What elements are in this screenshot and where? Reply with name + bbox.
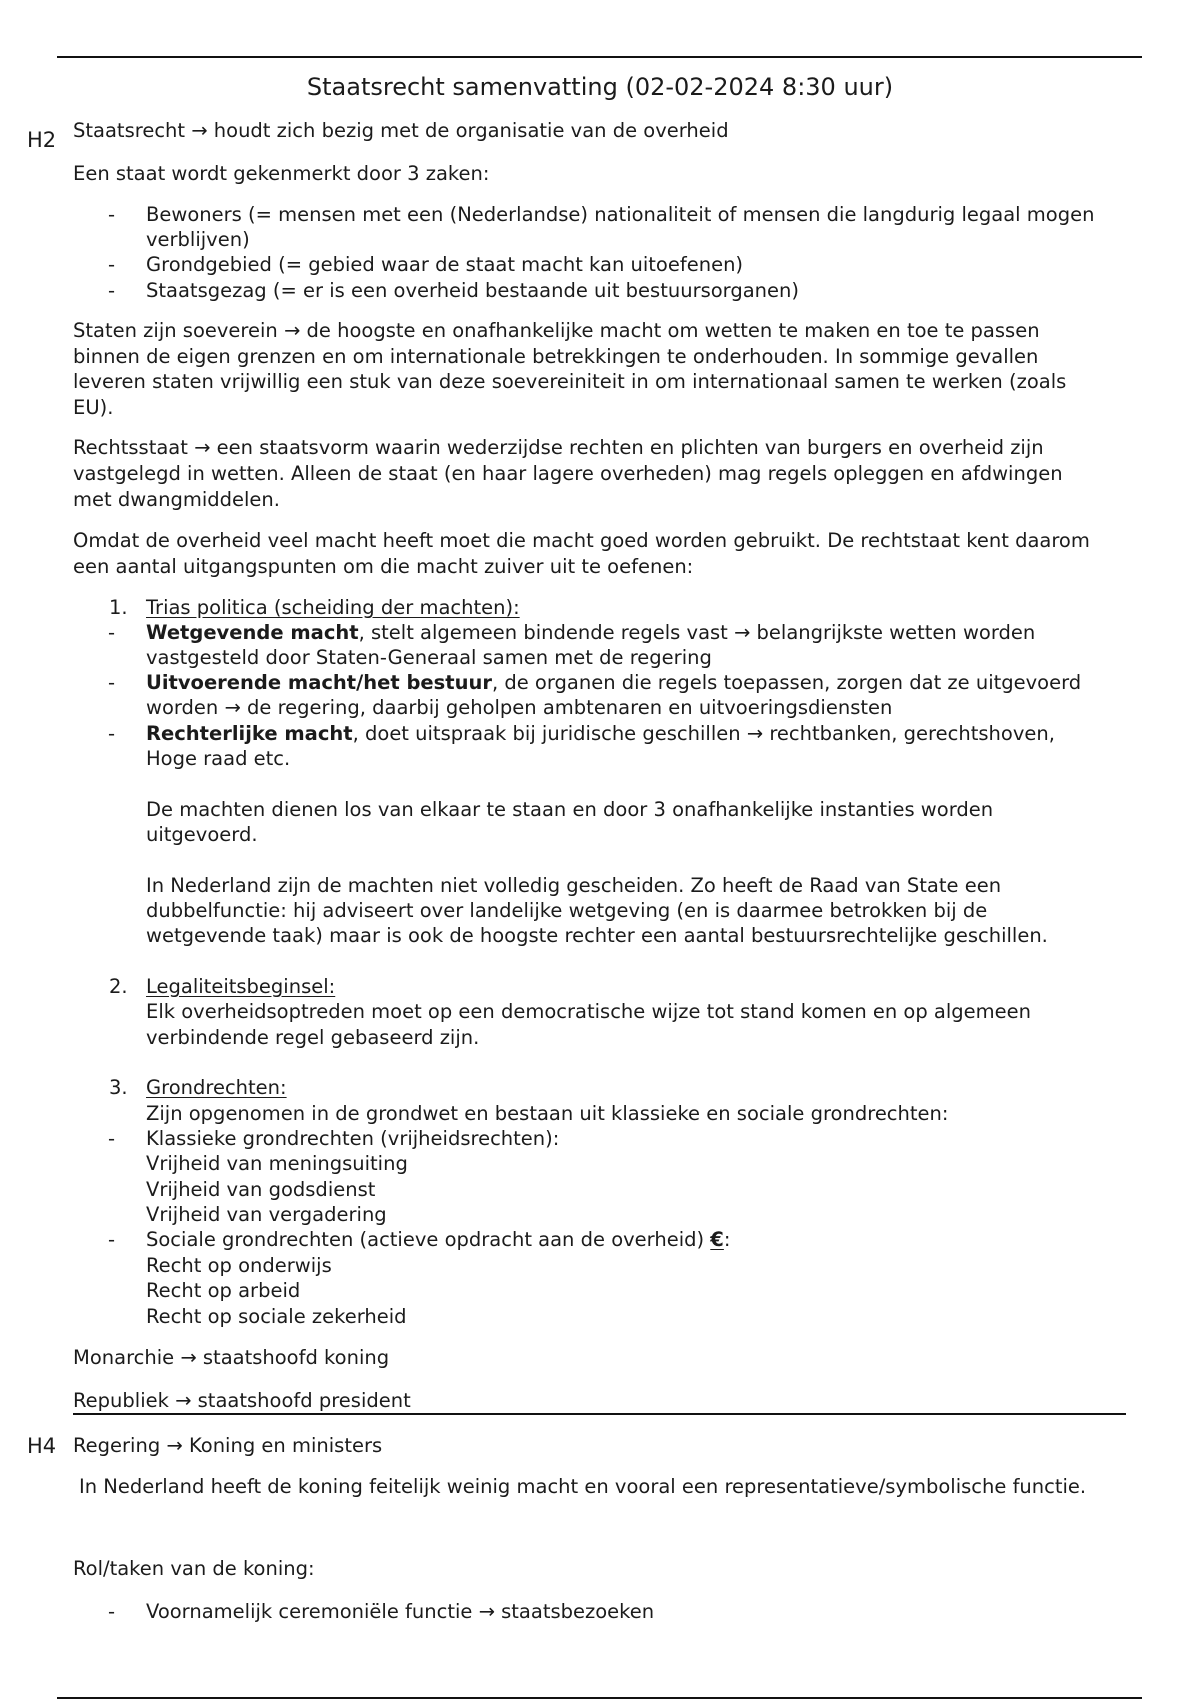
- wetgevend-line: [146, 620, 1035, 645]
- staat-item-1: Bewoners (= mensen met een (Nederlandse) nationaliteit of mensen die langdurig legaal mogen: [146, 203, 1095, 226]
- bullet: -: [108, 1600, 116, 1623]
- uitvoerend-cont: worden → de regering, daarbij geholpen ambtenaren en uitvoeringsdiensten: [146, 696, 893, 719]
- rechtsstaat-line: Rechtsstaat → een staatsvorm waarin wederzijdse rechten en plichten van burgers en overheid zijn: [73, 436, 1044, 459]
- soeverein-line: leveren staten vrijwillig een stuk van deze soevereiniteit in om internationaal samen te werken (zoals: [73, 370, 1067, 393]
- staat-item-1-cont: verblijven): [146, 228, 250, 251]
- bottom-rule: [57, 1697, 1142, 1699]
- klassiek-item: Vrijheid van godsdienst: [146, 1178, 376, 1201]
- soeverein-line: EU).: [73, 396, 114, 419]
- rechterlijk-cont: Hoge raad etc.: [146, 747, 291, 770]
- legaliteit-line: verbindende regel gebaseerd zijn.: [146, 1026, 480, 1049]
- bullet: -: [108, 722, 116, 745]
- soeverein-line: Staten zijn soeverein → de hoogste en onafhankelijke macht om wetten te maken en toe te passen: [73, 319, 1040, 342]
- trias-p1-line: uitgevoerd.: [146, 823, 258, 846]
- grondrechten-intro: Zijn opgenomen in de grondwet en bestaan uit klassieke en sociale grondrechten:: [146, 1102, 949, 1125]
- staat-item-3: Staatsgezag (= er is een overheid bestaande uit bestuursorganen): [146, 279, 800, 302]
- klassiek-heading: Klassieke grondrechten (vrijheidsrechten):: [146, 1127, 560, 1150]
- staat-intro: Een staat wordt gekenmerkt door 3 zaken:: [73, 162, 490, 185]
- bullet: -: [108, 1127, 116, 1150]
- monarchie-line: Monarchie → staatshoofd koning: [73, 1346, 390, 1369]
- rol-heading: Rol/taken van de koning:: [73, 1557, 315, 1580]
- uitvoerend-term: Uitvoerende macht/het bestuur: [146, 671, 492, 694]
- sociaal-item: Recht op arbeid: [146, 1279, 301, 1302]
- section-marker-h4: H4: [27, 1434, 57, 1458]
- section-marker-h2: H2: [27, 128, 57, 152]
- trias-p2-line: dubbelfunctie: hij adviseert over landelijke wetgeving (en is daarmee betrokken bij de: [146, 899, 988, 922]
- sociaal-item: Recht op onderwijs: [146, 1254, 332, 1277]
- staat-item-2: Grondgebied (= gebied waar de staat macht kan uitoefenen): [146, 253, 744, 276]
- bullet: -: [108, 253, 116, 276]
- trias-p1-line: De machten dienen los van elkaar te staan en door 3 onafhankelijke instanties worden: [146, 798, 994, 821]
- list-number: 3.: [109, 1076, 128, 1099]
- koning-macht-line: In Nederland heeft de koning feitelijk weinig macht en vooral een representatieve/symbolische functie.: [79, 1475, 1087, 1498]
- sociaal-heading-line: [146, 1227, 730, 1252]
- trias-p2-line: In Nederland zijn de machten niet volledig gescheiden. Zo heeft de Raad van State een: [146, 874, 1002, 897]
- rechtsstaat-line: vastgelegd in wetten. Alleen de staat (en haar lagere overheden) mag regels opleggen en afdwingen: [73, 462, 1063, 485]
- grondrechten-heading: Grondrechten:: [146, 1076, 287, 1099]
- omdat-line: een aantal uitgangspunten om die macht zuiver uit te oefenen:: [73, 555, 694, 578]
- republiek-line: Republiek → staatshoofd president: [73, 1389, 411, 1412]
- wetgevend-cont: vastgesteld door Staten-Generaal samen met de regering: [146, 646, 712, 669]
- bullet: -: [108, 671, 116, 694]
- uitvoerend-text: , de organen die regels toepassen, zorgen dat ze uitgevoerd: [491, 671, 1082, 694]
- h2-intro: Staatsrecht → houdt zich bezig met de organisatie van de overheid: [73, 119, 729, 142]
- section-divider: [73, 1413, 1126, 1415]
- klassiek-item: Vrijheid van vergadering: [146, 1203, 387, 1226]
- bullet: -: [108, 279, 116, 302]
- sociaal-colon: :: [723, 1228, 731, 1251]
- omdat-line: Omdat de overheid veel macht heeft moet die macht goed worden gebruikt. De rechtstaat kent daarom: [73, 529, 1090, 552]
- sociaal-item: Recht op sociale zekerheid: [146, 1305, 407, 1328]
- wetgevend-text: , stelt algemeen bindende regels vast → belangrijkste wetten worden: [358, 621, 1036, 644]
- trias-p2-line: wetgevende taak) maar is ook de hoogste rechter een aantal bestuursrechtelijke geschillen.: [146, 924, 1048, 947]
- wetgevend-term: Wetgevende macht: [146, 621, 359, 644]
- legaliteit-heading: Legaliteitsbeginsel:: [146, 975, 336, 998]
- rol-item: Voornamelijk ceremoniële functie → staatsbezoeken: [146, 1600, 655, 1623]
- list-number: 2.: [109, 975, 128, 998]
- rechtsstaat-line: met dwangmiddelen.: [73, 488, 280, 511]
- klassiek-item: Vrijheid van meningsuiting: [146, 1152, 408, 1175]
- rechterlijk-text: , doet uitspraak bij juridische geschillen → rechtbanken, gerechtshoven,: [352, 722, 1055, 745]
- rechterlijk-term: Rechterlijke macht: [146, 722, 353, 745]
- top-rule: [57, 56, 1142, 58]
- trias-heading: Trias politica (scheiding der machten):: [146, 596, 520, 619]
- sociaal-heading: Sociale grondrechten (actieve opdracht aan de overheid): [146, 1228, 711, 1251]
- bullet: -: [108, 203, 116, 226]
- euro-symbol: €: [710, 1228, 724, 1251]
- page-title: Staatsrecht samenvatting (02-02-2024 8:30 uur): [306, 73, 894, 101]
- rechterlijk-line: [146, 721, 1055, 746]
- regering-line: Regering → Koning en ministers: [73, 1434, 383, 1457]
- soeverein-line: binnen de eigen grenzen en om internationale betrekkingen te onderhouden. In sommige gevallen: [73, 345, 1039, 368]
- uitvoerend-line: [146, 670, 1081, 695]
- bullet: -: [108, 1228, 116, 1251]
- list-number: 1.: [109, 596, 128, 619]
- legaliteit-line: Elk overheidsoptreden moet op een democratische wijze tot stand komen en op algemeen: [146, 1000, 1032, 1023]
- bullet: -: [108, 621, 116, 644]
